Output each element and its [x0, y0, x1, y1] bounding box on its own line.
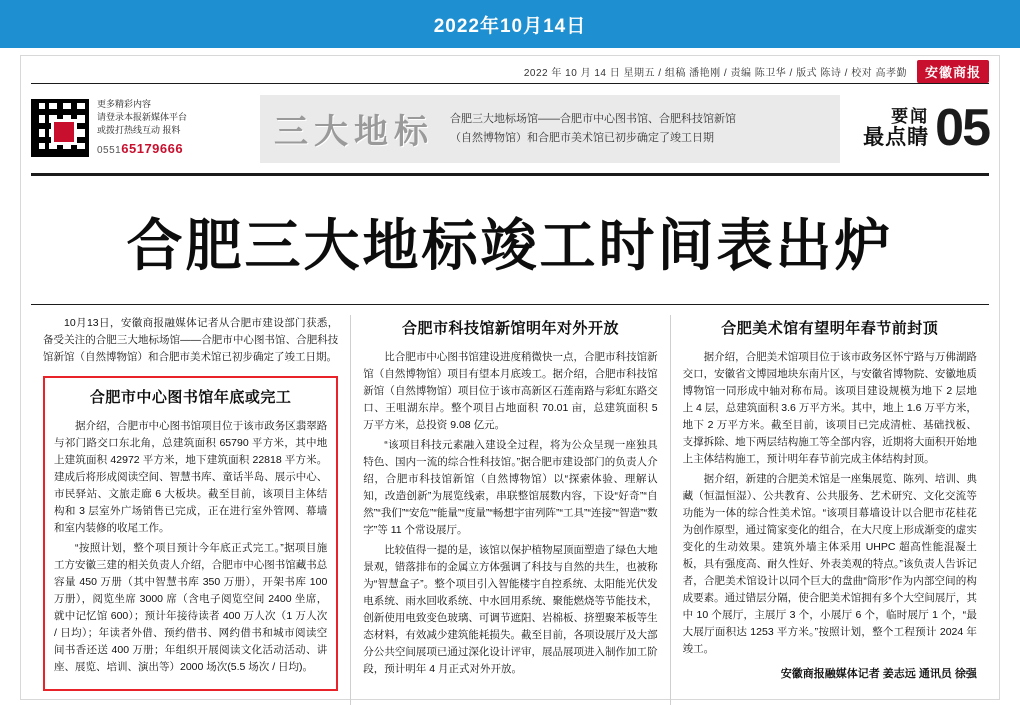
- column-1: [31, 315, 350, 705]
- banner-title-block: [260, 95, 840, 163]
- paragraph: 据介绍，合肥美术馆项目位于该市政务区怀宁路与万佛湖路交口，安徽省文博园地块东南片区，与安徽省博物院、安徽地质博物馆一同形成中轴对称布局。该项目建设规模为地下 2 层地上 4 层，总建筑面积 3.6 万平方米。其中，地上 1.6 万平方米，地下 2 万平方米。截至目前，该项目已完成清桩、基础找板、支撑拆除、地下两层结构施工等全部内容，近期将大面积开始地上主体结构施工，预计明年春节前完成主体结构封顶。: [682, 351, 977, 466]
- date-header-bar: [0, 0, 1020, 48]
- newspaper-page: [20, 55, 1000, 700]
- banner-title: 三大地标: [274, 113, 434, 151]
- qr-text: [97, 98, 187, 159]
- hotline-number: [97, 140, 187, 159]
- page-number: 05: [935, 99, 989, 158]
- section-labels: [863, 107, 929, 151]
- paragraph: “该项目科技元素融入建设全过程，将为公众呈现一座独具特色、国内一流的综合性科技馆。”据合肥市建设部门的负责人介绍，合肥市科技馆新馆（自然博物馆）以“探索体验、理解认知，改造创新”为展览线索，串联整馆展数内容，下设“好奇”“自然”“我们”“安危”“能量”“度量”“畅想宇宙列阵”“工具”“连接”“智造”“数字”等 11 个常设展厅。: [363, 439, 658, 537]
- sub-headline-art-museum: 合肥美术馆有望明年春节前封顶: [721, 320, 939, 337]
- paragraph: 比合肥市中心图书馆建设进度稍微快一点，合肥市科技馆新馆（自然博物馆）项目有望本月底竣工。据介绍，合肥市科技馆新馆（自然博物馆）项目位于该市高新区石莲南路与彩虹东路交口、王咀湖东岸。整个项目占地面积 70.01 亩，总建筑面积 5 万平方米，总投资 9.08 亿元。: [363, 351, 658, 432]
- paragraph: “按照计划，整个项目预计今年底正式完工。”据项目施工方安徽三建的相关负责人介绍，合肥市中心图书馆藏书总容量 450 万册（其中智慧书库 350 万册），开架书库 100 万册），阅览坐席 3000 席（含电子阅览空间 2400 坐席，就中记忆馆 600）；预计年接待读者 400 万人次（1 万人次 / 日均）；年读者外借、预约借书、网约借书和城市阅读空间书香还送 400 万册；年组织开展阅读文化活动活动、讲座、展览、培训、演出等）2000 场次(5.5 场次 / 日均)。: [54, 542, 328, 674]
- paragraph: 据介绍，新建的合肥美术馆是一座集展览、陈列、培训、典藏（恒温恒湿）、公共教育、公共服务、艺术研究、文化交流等功能为一体的综合性美术馆。“该项目幕墙设计以合肥市花桂花为创作原型，通过简家变化的组合，在大尺度上形成渐变的虚实变化的生动效果。建筑外墙主体采用 UHPC 超高性能混凝土板，具有强度高、耐久性好、外表美观的特点。”该负责人告诉记者，合肥美术馆设计以同个巨大的盘曲“筒形”作为内部空间的构成要素。通过错层分隔，使合肥美术馆拥有多个大空间展厅，其中 10 个展厅，主展厅 3 个，小展厅 6 个，临时展厅 1 个，“最大展厅面积达 1253 平方米。”按照计划，整个工程预计 2024 年竣工。: [682, 473, 977, 656]
- article-columns: [31, 305, 989, 705]
- section-indicator: [854, 99, 989, 158]
- byline: 安徽商报融媒体记者 姜志远 通讯员 徐强: [780, 668, 977, 681]
- page-title: 合肥三大地标竣工时间表出炉: [31, 176, 989, 305]
- qr-text-line1: 更多精彩内容: [97, 99, 152, 109]
- qr-code-icon: [31, 99, 89, 157]
- banner-subtitle: 合肥三大地标场馆——合肥市中心图书馆、合肥科技馆新馆（自然博物馆）和合肥市美术馆已初步确定了竣工日期: [450, 112, 736, 144]
- lead-paragraph: 10月13日，安徽商报融媒体记者从合肥市建设部门获悉，备受关注的合肥三大地标场馆——合肥市中心图书馆、合肥科技馆新馆（自然博物馆）和合肥市美术馆已初步确定了竣工日期。: [43, 317, 339, 363]
- qr-text-line3: 或拨打热线互动 报料: [97, 125, 181, 136]
- newspaper-logo: 安徽商报: [917, 60, 989, 83]
- section-label-top: 要闻: [891, 106, 930, 126]
- sub-headline-library: 合肥市中心图书馆年底或完工: [89, 389, 292, 406]
- column-2: [350, 315, 669, 705]
- paragraph: 比较值得一提的是，该馆以保护植物屋顶面塑造了绿色大地景观，错落排布的金属立方体强调了科技与自然的共生，也被称为“智慧盒子”。整个项目引入智能楼宇自控系统、太阳能光伏发电系统、雨水回收系统、中水回用系统、聚能燃烧等节能技术，创新使用电致变色玻璃、可调节遮阳、岩棉板、挤塑聚苯板等生态材料，有效减少建筑能耗损失。截至目前，各项设展厅及大部分公共空间展项已通过深化设计评审，展品展项进入制作加工阶段，预计明年 4 月正式对外开放。: [363, 544, 658, 676]
- date-label: 2022年10月14日: [433, 15, 587, 37]
- masthead: [31, 62, 989, 84]
- sub-headline-science-museum: 合肥市科技馆新馆明年对外开放: [401, 320, 619, 337]
- banner-row: [31, 84, 989, 176]
- paragraph: 据介绍，合肥市中心图书馆项目位于该市政务区翡翠路与祁门路交口东北角，总建筑面积 65790 平方米，其中地上建筑面积 42972 平方米，地下建筑面积 22818 平方米。建成后将形成阅读空间、智慧书库、童话半岛、展示中心、市民驿站、文旅走廊 6 大板块。截至目前，该项目主体结构和 3 层室外广场销售已完成，正在进行室外管网、幕墙和室内装修的收尾工作。: [54, 420, 328, 535]
- hotline-prefix: 0551: [97, 145, 122, 157]
- qr-text-line2: 请登录本报新媒体平台: [97, 112, 188, 123]
- masthead-credits: 2022 年 10 月 14 日 星期五 / 组稿 潘艳刚 / 责编 陈卫华 / 版式 陈诗 / 校对 高孝勤: [523, 67, 907, 79]
- highlight-box: [43, 376, 338, 691]
- qr-block: [31, 98, 246, 159]
- column-3: [670, 315, 989, 705]
- hotline-main: 65179666: [121, 141, 184, 157]
- section-label-bottom: 最点睛: [863, 126, 930, 150]
